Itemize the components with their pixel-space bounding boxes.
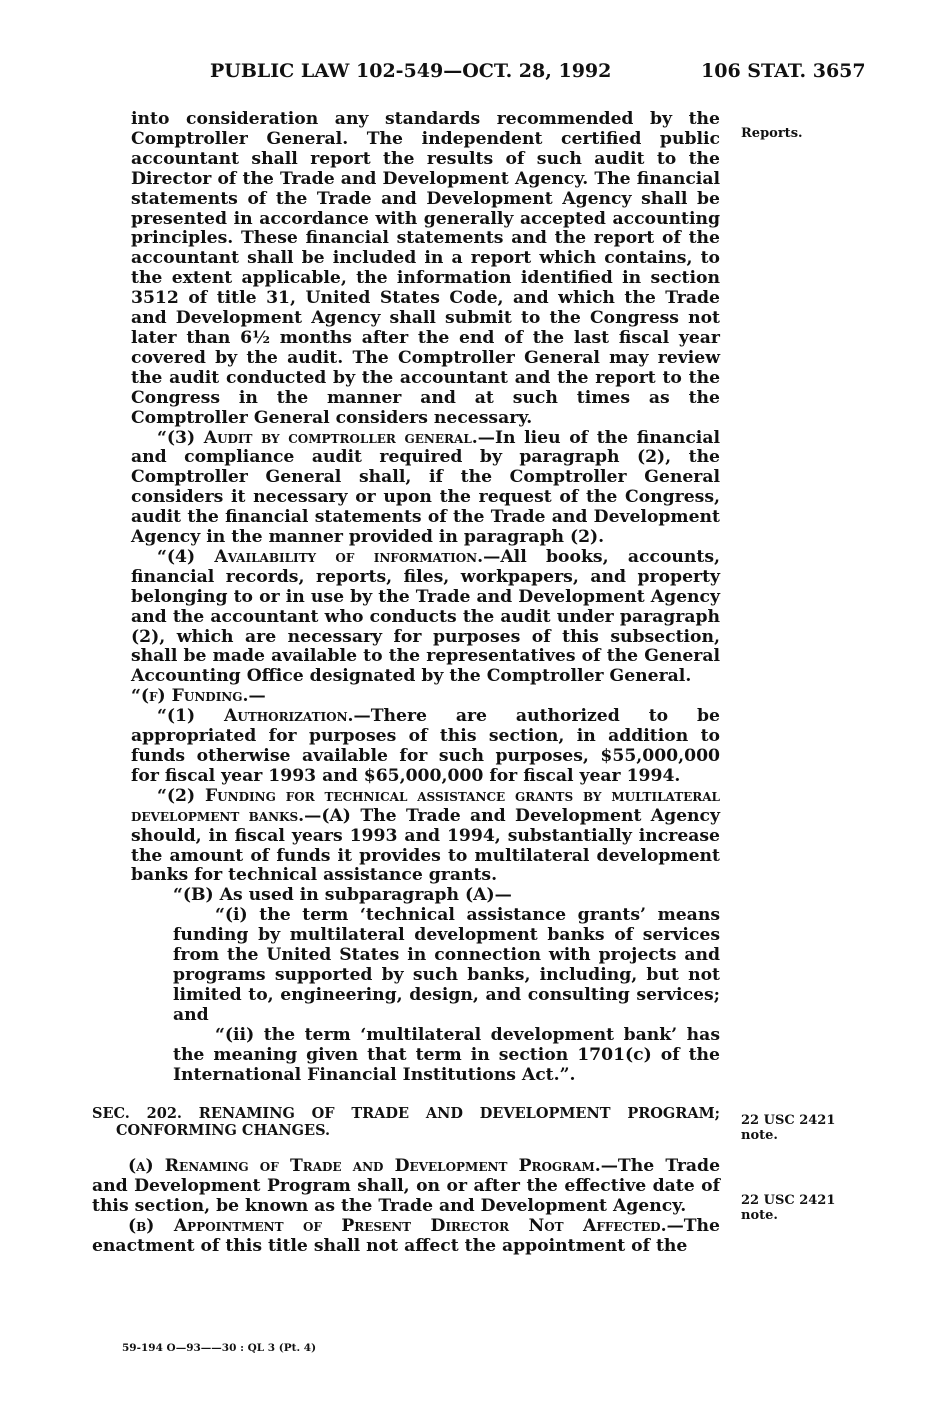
margin-note-sec202a	[741, 1113, 861, 1143]
paragraph-renaming	[92, 1157, 720, 1217]
paragraph-audit-by-comptroller	[92, 429, 720, 548]
paragraph-body: —All books, accounts, financial records, reports, files, workpapers, and property belonging to or in use by the Trade and Development Agency and the accountant who conducts the audit under paragraph (2), which are necessary for purposes of this subsection, shall be made available to the representatives of the General Accounting Office designated by the Comptroller General.	[131, 546, 720, 687]
section-heading	[92, 1105, 720, 1139]
paragraph-authorization	[92, 707, 720, 787]
paragraph-appointment	[92, 1217, 720, 1257]
paragraph-body: —The Trade and Development Program shall, on or after the effective date of this section, be known as the Trade and Development Agency.	[92, 1156, 721, 1217]
page-header-stat: 106 STAT. 3657	[701, 60, 866, 82]
page-footer: 59-194 O—93——30 : QL 3 (Pt. 4)	[122, 1342, 317, 1354]
paragraph-heading: (b) Appointment of Present Director Not Affected.	[128, 1216, 667, 1237]
section-number: SEC. 202.	[92, 1105, 182, 1123]
paragraph-clause-i: “(i) the term ‘technical assistance grants’ means funding by multilateral development banks of services from the United States in connection with projects and programs supported by such banks, including, but not limited to, engineering, design, and consulting services; and	[173, 905, 720, 1025]
paragraph-funding	[92, 687, 720, 707]
paragraph-heading: “(4) Availability of information.	[157, 546, 484, 567]
margin-note-suffix: note.	[741, 1208, 778, 1223]
paragraph-body: —The enactment of this title shall not affect the appointment of the	[92, 1216, 720, 1257]
paragraph-heading: (a) Renaming of Trade and Development Program.	[128, 1156, 601, 1177]
paragraph-heading: “(3) Audit by comptroller general.	[157, 427, 478, 448]
margin-note-citation: 22 USC 2421	[741, 1193, 836, 1208]
paragraph-funding-technical-assistance	[92, 787, 720, 887]
paragraph-body: —	[248, 686, 266, 707]
paragraph-heading: “(f) Funding.	[131, 686, 249, 707]
body-text	[92, 110, 720, 1257]
margin-note-reports: Reports.	[741, 126, 803, 141]
margin-note-sec202b	[741, 1193, 861, 1223]
paragraph-availability-of-information	[92, 548, 720, 687]
paragraph-clause-ii: “(ii) the term ‘multilateral development bank’ has the meaning given that term in section 1701(c) of the International Financial Institutions Act.”.	[173, 1024, 720, 1085]
paragraph-body: —In lieu of the financial and compliance audit required by paragraph (2), the Comptroller General shall, if the Comptroller General considers it necessary or upon the request of the Congress, audit the financial statements of the Trade and Development Agency in the manner provided in paragraph (2).	[131, 427, 720, 548]
paragraph-body: —There are authorized to be appropriated for purposes of this section, in addition to funds otherwise available for such purposes, $55,000,000 for fiscal year 1993 and $65,000,000 for fiscal year 1994.	[131, 706, 720, 786]
section-title: RENAMING OF TRADE AND DEVELOPMENT PROGRAM; CONFORMING CHANGES.	[116, 1105, 720, 1140]
page-header-title: PUBLIC LAW 102-549—OCT. 28, 1992	[210, 60, 612, 82]
margin-note-citation: 22 USC 2421	[741, 1113, 836, 1128]
paragraph-heading: “(1) Authorization.	[157, 706, 354, 727]
margin-note-suffix: note.	[741, 1128, 778, 1143]
paragraph-continuation: into consideration any standards recommended by the Comptroller General. The independent certified public accountant shall report the results of such audit to the Director of the Trade and Development Agency. The financial statements of the Trade and Development Agency shall be presented in accordance with generally accepted accounting principles. These financial statements and the report of the accountant shall be included in a report which contains, to the extent applicable, the information identified in section 3512 of title 31, United States Code, and which the Trade and Development Agency shall submit to the Congress not later than 6½ months after the end of the last fiscal year covered by the audit. The Comptroller General may review the audit conducted by the accountant and the report to the Congress in the manner and at such times as the Comptroller General considers necessary.	[131, 109, 720, 428]
paragraph-subparagraph-b: “(B) As used in subparagraph (A)—	[173, 885, 512, 906]
paragraph-body: —(A) The Trade and Development Agency should, in fiscal years 1993 and 1994, substantially increase the amount of funds it provides to multilateral development banks for technical assistance grants.	[131, 805, 721, 886]
paragraph-heading: “(2) Funding for technical assistance grants by multilateral development banks.	[131, 785, 720, 826]
